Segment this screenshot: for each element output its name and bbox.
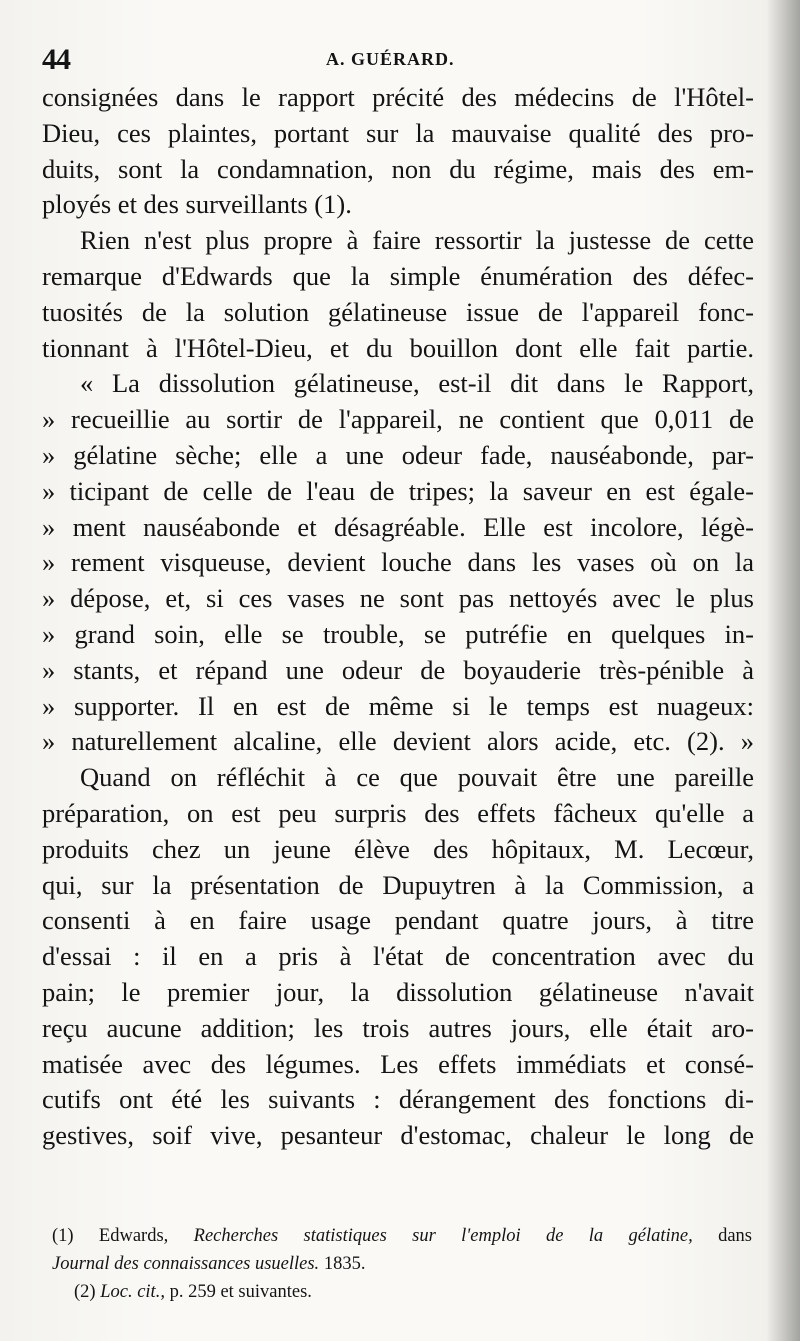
text-line: qui, sur la présentation de Dupuytren à la Commission, a <box>42 869 754 900</box>
text-line: tionnant à l'Hôtel-Dieu, et du bouillon dont elle fait partie. <box>42 332 754 363</box>
text-line: préparation, on est peu surpris des effets fâcheux qu'elle a <box>42 797 754 828</box>
text-line: gestives, soif vive, pesanteur d'estomac, chaleur le long de <box>42 1120 754 1151</box>
text-line: Dieu, ces plaintes, portant sur la mauvaise qualité des pro- <box>42 117 754 148</box>
footnote-1-year: 1835. <box>323 1254 366 1274</box>
body-text <box>42 80 754 1154</box>
text-line: pain; le premier jour, la dissolution gélatineuse n'avait <box>42 976 754 1007</box>
running-head: A. GUÉRARD. <box>326 49 455 69</box>
footnote-1-journal: Journal des connaissances usuelles. <box>52 1254 320 1274</box>
footnote-2 <box>52 1278 752 1306</box>
text-line: ployés et des surveillants (1). <box>42 189 352 220</box>
quote-line: » stants, et répand une odeur de boyauderie très-pénible à <box>42 654 754 685</box>
footnote-2-loc: Loc. cit., <box>100 1282 165 1302</box>
footnote-1-continuation <box>52 1250 752 1278</box>
quote-line: » ment nauséabonde et désagréable. Elle est incolore, légè- <box>42 511 754 542</box>
footnote-1-author: (1) Edwards, <box>52 1226 169 1246</box>
text-line: tuosités de la solution gélatineuse issue de l'appareil fonc- <box>42 296 754 327</box>
quote-line: » rement visqueuse, devient louche dans les vases où on la <box>42 547 754 578</box>
text-line: matisée avec des légumes. Les effets immédiats et consé- <box>42 1048 754 1079</box>
quote-line: » ticipant de celle de l'eau de tripes; la saveur en est égale- <box>42 475 754 506</box>
quote-line: » dépose, et, si ces vases ne sont pas nettoyés avec le plus <box>42 583 754 614</box>
paragraph-start-line: Quand on réfléchit à ce que pouvait être une pareille <box>80 762 754 793</box>
footnotes <box>52 1222 752 1306</box>
paragraph-start-line: Rien n'est plus propre à faire ressortir la justesse de cette <box>80 225 754 256</box>
footnote-1-title: Recherches statistiques sur l'emploi de la gélatine, <box>193 1226 693 1246</box>
footnote-2-number: (2) <box>74 1282 96 1302</box>
quote-start-line: « La dissolution gélatineuse, est-il dit dans le Rapport, <box>80 368 754 399</box>
page-edge-shadow <box>766 0 800 1341</box>
page-header <box>42 43 754 77</box>
text-line: d'essai : il en a pris à l'état de concentration avec du <box>42 941 754 972</box>
footnote-1 <box>52 1222 752 1250</box>
page-number: 44 <box>42 43 70 76</box>
text-line: consignées dans le rapport précité des médecins de l'Hôtel- <box>42 82 754 112</box>
text-line: remarque d'Edwards que la simple énumération des défec- <box>42 260 754 291</box>
text-line: cutifs ont été les suivants : dérangement des fonctions di- <box>42 1084 754 1115</box>
text-line: produits chez un jeune élève des hôpitaux, M. Lecœur, <box>42 833 754 864</box>
quote-line: » recueillie au sortir de l'appareil, ne contient que 0,011 de <box>42 404 754 435</box>
quote-line: » naturellement alcaline, elle devient alors acide, etc. (2). » <box>42 726 754 757</box>
text-line: duits, sont la condamnation, non du régime, mais des em- <box>42 153 754 184</box>
footnote-1-dans: dans <box>718 1226 753 1246</box>
quote-line: » supporter. Il en est de même si le temps est nuageux: <box>42 690 754 721</box>
text-line: reçu aucune addition; les trois autres jours, elle était aro- <box>42 1012 754 1043</box>
footnote-2-pages: p. 259 et suivantes. <box>169 1282 312 1302</box>
text-line: consenti à en faire usage pendant quatre jours, à titre <box>42 905 754 936</box>
quote-line: » gélatine sèche; elle a une odeur fade, nauséabonde, par- <box>42 439 754 470</box>
quote-line: » grand soin, elle se trouble, se putréfie en quelques in- <box>42 618 754 649</box>
